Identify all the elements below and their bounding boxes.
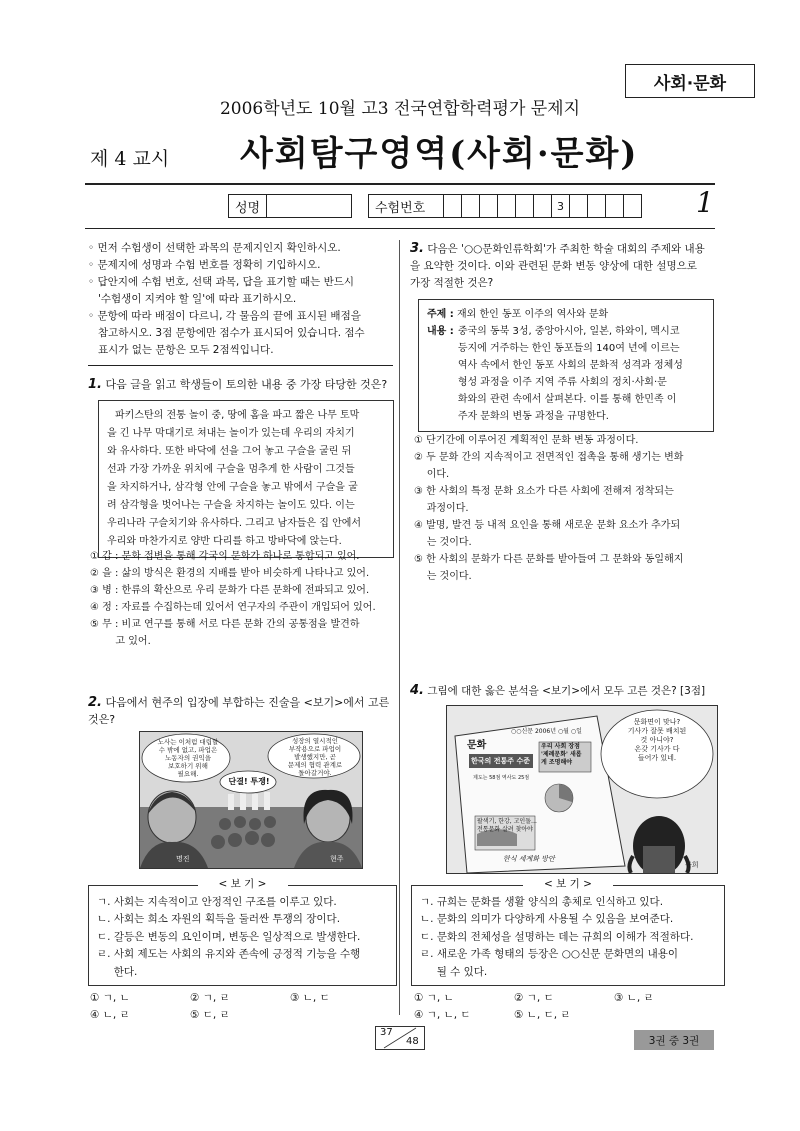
answer-option-5-cont: 고 있어. xyxy=(90,636,151,647)
question-4-choices xyxy=(414,990,714,1024)
headline-line: '제례문화' 새롭 xyxy=(541,751,582,758)
bubble-line: 온갖 기사가 다 xyxy=(634,745,680,753)
headline-3 xyxy=(477,818,537,834)
column-divider xyxy=(399,240,400,1015)
answer-option-4[interactable]: ④ 정 : 자료를 수집하는데 있어서 연구자의 주관이 개입되어 있어. xyxy=(90,602,376,613)
newspaper-header: ○○신문 2006년 ○월 ○일 xyxy=(511,728,582,735)
exam-number-cell[interactable] xyxy=(444,195,462,217)
question-text: 다음 글을 읽고 학생들이 토의한 내용 중 가장 타당한 것은? xyxy=(105,378,388,391)
exam-number-cell[interactable] xyxy=(606,195,624,217)
question-text: 을 요약한 것이다. 이와 관련된 문화 변동 양상에 대한 설명으로 xyxy=(410,260,697,272)
answer-option-3-cont: 과정이다. xyxy=(414,503,469,514)
speech-bubble-myungjin xyxy=(148,738,228,778)
answer-option-5[interactable]: ⑤ 한 사회의 문화가 다른 문화를 받아들여 그 문화와 동일해지 xyxy=(414,554,684,565)
bogi-item: ㄷ. 갈등은 변동의 요인이며, 변동은 일상적으로 발생한다. xyxy=(97,930,361,943)
page-counter xyxy=(375,1026,425,1050)
exam-number-cell[interactable] xyxy=(498,195,516,217)
passage-line: 와 유사하다. 또한 바닥에 선을 그어 놓고 구슬을 굴린 뒤 xyxy=(107,446,352,457)
exam-number-field[interactable] xyxy=(368,194,642,218)
character-name-hyunju: 현주 xyxy=(330,855,344,863)
name-label: 성명 xyxy=(229,195,267,217)
question-4-cartoon xyxy=(446,705,718,874)
question-3-box xyxy=(418,299,714,432)
bubble-line: 기사가 잘못 배치된 xyxy=(627,727,687,735)
answer-option-2-cont: 이다. xyxy=(414,469,450,480)
question-1-passage xyxy=(98,400,394,558)
character-name-gyuhee: 규희 xyxy=(685,861,699,869)
exam-number-cell[interactable]: 3 xyxy=(552,195,570,217)
question-3-stem xyxy=(410,240,715,292)
passage-line: 선과 가장 가까운 위치에 구슬을 멈추게 한 사람이 그것들 xyxy=(107,464,355,475)
answer-option-2[interactable]: ② 두 문화 간의 지속적이고 전면적인 접촉을 통해 생기는 변화 xyxy=(414,452,684,463)
bogi-item: ㄴ. 문화의 의미가 다양하게 사용될 수 있음을 보여준다. xyxy=(420,913,674,925)
bubble-line: 발생했지만, 곧 xyxy=(294,753,336,761)
question-number: 4. xyxy=(410,683,424,698)
content-line: 주자 문화의 변동 과정을 규명한다. xyxy=(457,411,609,422)
answer-option-1[interactable]: ① 갑 : 문화 접변을 통해 각국의 문화가 하나로 통합되고 있어. xyxy=(90,551,360,562)
page-current: 37 xyxy=(380,1027,393,1038)
answer-option-5-cont: 는 것이다. xyxy=(414,571,472,582)
page-total: 48 xyxy=(406,1036,419,1047)
headline-1: 한국의 전통주 수준 xyxy=(471,757,530,765)
exam-number-cell[interactable] xyxy=(624,195,641,217)
header-divider-2 xyxy=(85,228,715,229)
instructions xyxy=(88,240,393,359)
instruction-line: ◦ 먼저 수험생이 선택한 과목의 문제지인지 확인하시오. xyxy=(88,242,341,254)
instruction-line: ◦ 문항에 따라 배점이 다르니, 각 물음의 끝에 표시된 배점을 xyxy=(88,310,361,322)
passage-line: 을 긴 나무 막대기로 쳐내는 놀이가 있는데 우리의 자치기 xyxy=(107,428,355,439)
question-number: 1. xyxy=(88,377,102,392)
answer-option-4-cont: 는 것이다. xyxy=(414,537,472,548)
instructions-divider xyxy=(88,365,393,366)
content-line: 형성 과정을 이주 지역 주류 사회의 정치·사회·문 xyxy=(457,377,667,388)
bogi-item: ㄹ. 사회 제도는 사회의 유지와 존속에 긍정적 기능을 수행 xyxy=(97,948,361,960)
exam-number-cell[interactable] xyxy=(570,195,588,217)
answer-choice-3[interactable]: ③ ㄴ, ㄹ xyxy=(614,992,654,1004)
bogi-item: ㄱ. 사회는 지속적이고 안정적인 구조를 이루고 있다. xyxy=(97,895,337,908)
period-label: 제 4 교시 xyxy=(90,148,170,170)
question-1-options xyxy=(90,548,395,650)
answer-option-5[interactable]: ⑤ 무 : 비교 연구를 통해 서로 다른 문화 간의 공통점을 발견하 xyxy=(90,619,360,630)
bubble-line: 필요해. xyxy=(177,770,199,778)
question-text: 가장 적절한 것은? xyxy=(410,277,494,289)
exam-number-label: 수험번호 xyxy=(369,195,444,217)
bubble-line: 성장의 열시적인 xyxy=(291,737,339,745)
bogi-title: < 보 기 > xyxy=(523,876,613,894)
exam-number-cell[interactable] xyxy=(588,195,606,217)
name-field[interactable] xyxy=(228,194,352,218)
question-2-bogi xyxy=(88,878,397,986)
answer-choice-5[interactable]: ⑤ ㄴ, ㄷ, ㄹ xyxy=(514,1009,571,1021)
bogi-item: 한다. xyxy=(97,965,138,978)
speech-bubble-hyunju xyxy=(272,737,358,777)
instruction-line: ◦ 문제지에 성명과 수험 번호를 정확히 기입하시오. xyxy=(88,259,321,271)
instruction-line: 참고하시오. 3점 문항에만 점수가 표시되어 있습니다. 점수 xyxy=(88,327,365,339)
exam-number-cell[interactable] xyxy=(480,195,498,217)
main-title: 사회탐구영역(사회·문화) xyxy=(240,134,639,174)
bubble-line: 문화면이 맞나? xyxy=(633,718,681,726)
exam-number-cell[interactable] xyxy=(516,195,534,217)
content-label: 내용 : xyxy=(427,326,454,337)
small-text: 제도는 58점 역사도 25점 xyxy=(473,775,530,781)
headline-line: 전통문화 살려 찾아야 xyxy=(477,826,533,833)
bubble-line: 노사는 이처럼 대립할 xyxy=(157,738,219,746)
bubble-line: 노동자의 권익을 xyxy=(164,754,212,762)
instruction-line: 표시가 없는 문항은 모두 2점씩입니다. xyxy=(88,344,274,356)
bogi-item: ㄱ. 규희는 문화를 생활 양식의 총체로 인식하고 있다. xyxy=(420,895,664,908)
newspaper-section: 문화 xyxy=(467,740,487,751)
answer-choice-5[interactable]: ⑤ ㄷ, ㄹ xyxy=(190,1009,230,1021)
question-2-stem xyxy=(88,694,393,728)
exam-number-cell[interactable] xyxy=(534,195,552,217)
question-text: 그림에 대한 옳은 분석을 <보기>에서 모두 고른 것은? [3점] xyxy=(427,685,706,697)
answer-choice-1[interactable]: ① ㄱ, ㄴ xyxy=(414,992,454,1004)
headline-line: 우리 사회 장점 xyxy=(541,743,580,750)
instruction-line: '수험생이 지켜야 할 일'에 따라 표기하시오. xyxy=(88,293,297,305)
bubble-line: 문제의 협력 관계로 xyxy=(287,761,343,769)
content-line: 등지에 거주하는 한인 동포들의 140여 년에 이르는 xyxy=(457,343,680,354)
answer-choice-3[interactable]: ③ ㄴ, ㄷ xyxy=(290,992,330,1004)
bogi-item: ㄹ. 새로운 가족 형태의 등장은 ○○신문 문화면의 내용이 xyxy=(420,948,679,960)
question-2-choices xyxy=(90,990,390,1024)
question-number: 3. xyxy=(410,241,424,256)
speech-bubble-gyuhee xyxy=(607,718,707,763)
page-number: 1 xyxy=(696,186,714,219)
passage-line: 우리와 마찬가지로 양반 다리를 하고 방바닥에 앉는다. xyxy=(107,536,342,547)
question-text: 것은? xyxy=(88,713,116,726)
answer-option-1[interactable]: ① 단기간에 이루어진 계획적인 문화 변동 과정이다. xyxy=(414,435,639,446)
question-3-options xyxy=(414,432,719,585)
question-number: 2. xyxy=(88,695,102,710)
bubble-line: 부작용으로 파업이 xyxy=(288,745,342,753)
answer-choice-2[interactable]: ② ㄱ, ㄷ xyxy=(514,992,554,1004)
answer-choice-4[interactable]: ④ ㄱ, ㄴ, ㄷ xyxy=(414,1009,471,1021)
answer-choice-4[interactable]: ④ ㄴ, ㄹ xyxy=(90,1009,130,1021)
question-4-stem xyxy=(410,682,720,700)
subject-tag: 사회·문화 xyxy=(625,64,755,98)
bogi-title: < 보 기 > xyxy=(198,876,288,894)
exam-number-cell[interactable] xyxy=(462,195,480,217)
theme-label: 주제 : xyxy=(427,309,454,320)
bubble-line: 들어가 있네. xyxy=(637,754,677,762)
exam-title: 2006학년도 10월 고3 전국연합학력평가 문제지 xyxy=(219,99,581,119)
answer-option-3[interactable]: ③ 병 : 한류의 확산으로 우리 문화가 다른 문화에 전파되고 있어. xyxy=(90,585,370,596)
answer-option-3[interactable]: ③ 한 사회의 특정 문화 요소가 다른 사회에 전해져 정착되는 xyxy=(414,486,674,497)
speech-bubble-crowd: 단결! 투쟁! xyxy=(228,777,270,786)
passage-line: 우리나라 구슬치기와 유사하다. 그리고 남자들은 집 안에서 xyxy=(107,518,362,529)
character-name-myungjin: 명진 xyxy=(176,855,190,863)
answer-option-2[interactable]: ② 을 : 삶의 방식은 환경의 지배를 받아 비슷하게 나타나고 있어. xyxy=(90,568,370,579)
bogi-item: ㄷ. 문화의 전체성을 설명하는 데는 규희의 이해가 적절하다. xyxy=(420,930,694,943)
content-line: 중국의 동북 3성, 중앙아시아, 일본, 하와이, 멕시코 xyxy=(457,326,680,337)
answer-choice-1[interactable]: ① ㄱ, ㄴ xyxy=(90,992,130,1004)
passage-line: 파키스탄의 전통 놀이 중, 땅에 홈을 파고 짧은 나무 토막 xyxy=(115,410,360,421)
header-divider xyxy=(85,183,715,185)
answer-option-4[interactable]: ④ 발명, 발견 등 내적 요인을 통해 새로운 문화 요소가 추가되 xyxy=(414,520,681,531)
instruction-line: ◦ 답안지에 수험 번호, 선택 과목, 답을 표기할 때는 반드시 xyxy=(88,276,355,288)
question-4-bogi xyxy=(411,878,725,986)
question-1-stem xyxy=(88,376,393,393)
bubble-line: 보호하기 위해 xyxy=(168,762,208,770)
headline-4: 한식 세계화 방안 xyxy=(503,855,555,863)
question-2-cartoon xyxy=(139,731,363,869)
theme-text: 재외 한인 동포 이주의 역사와 문화 xyxy=(457,309,609,320)
book-tag: 3권 중 3권 xyxy=(634,1030,714,1050)
question-text: 다음은 '○○문화인류학회'가 주최한 학술 대회의 주제와 내용 xyxy=(427,243,705,255)
content-line: 화와의 관련 속에서 살펴본다. 이를 통해 한민족 이 xyxy=(457,394,677,405)
bubble-line: 것 아니야? xyxy=(640,736,674,744)
bogi-item: ㄴ. 사회는 희소 자원의 획득을 둘러싼 투쟁의 장이다. xyxy=(97,913,341,925)
question-text: 다음에서 현주의 입장에 부합하는 진술을 <보기>에서 고른 xyxy=(105,696,390,709)
headline-line: 팔색기, 한강, 고인돌… xyxy=(477,818,537,825)
bogi-item: 될 수 있다. xyxy=(420,965,488,978)
bubble-line: 돌아갈거야. xyxy=(298,769,332,777)
content-text xyxy=(458,323,683,425)
headline-2 xyxy=(541,743,582,767)
passage-line: 을 차지하거나, 삼각형 안에 구슬을 놓고 밖에서 구슬을 굴 xyxy=(107,482,358,493)
bubble-line: 수 밖에 없고, 파업은 xyxy=(158,746,218,754)
content-line: 역사 속에서 한인 동포 사회의 문화적 성격과 정체성 xyxy=(457,360,683,371)
answer-choice-2[interactable]: ② ㄱ, ㄹ xyxy=(190,992,230,1004)
headline-line: 게 조명해야 xyxy=(541,759,573,766)
passage-line: 려 삼각형을 벗어나는 구슬을 차지하는 놀이도 있다. 이는 xyxy=(107,500,355,511)
